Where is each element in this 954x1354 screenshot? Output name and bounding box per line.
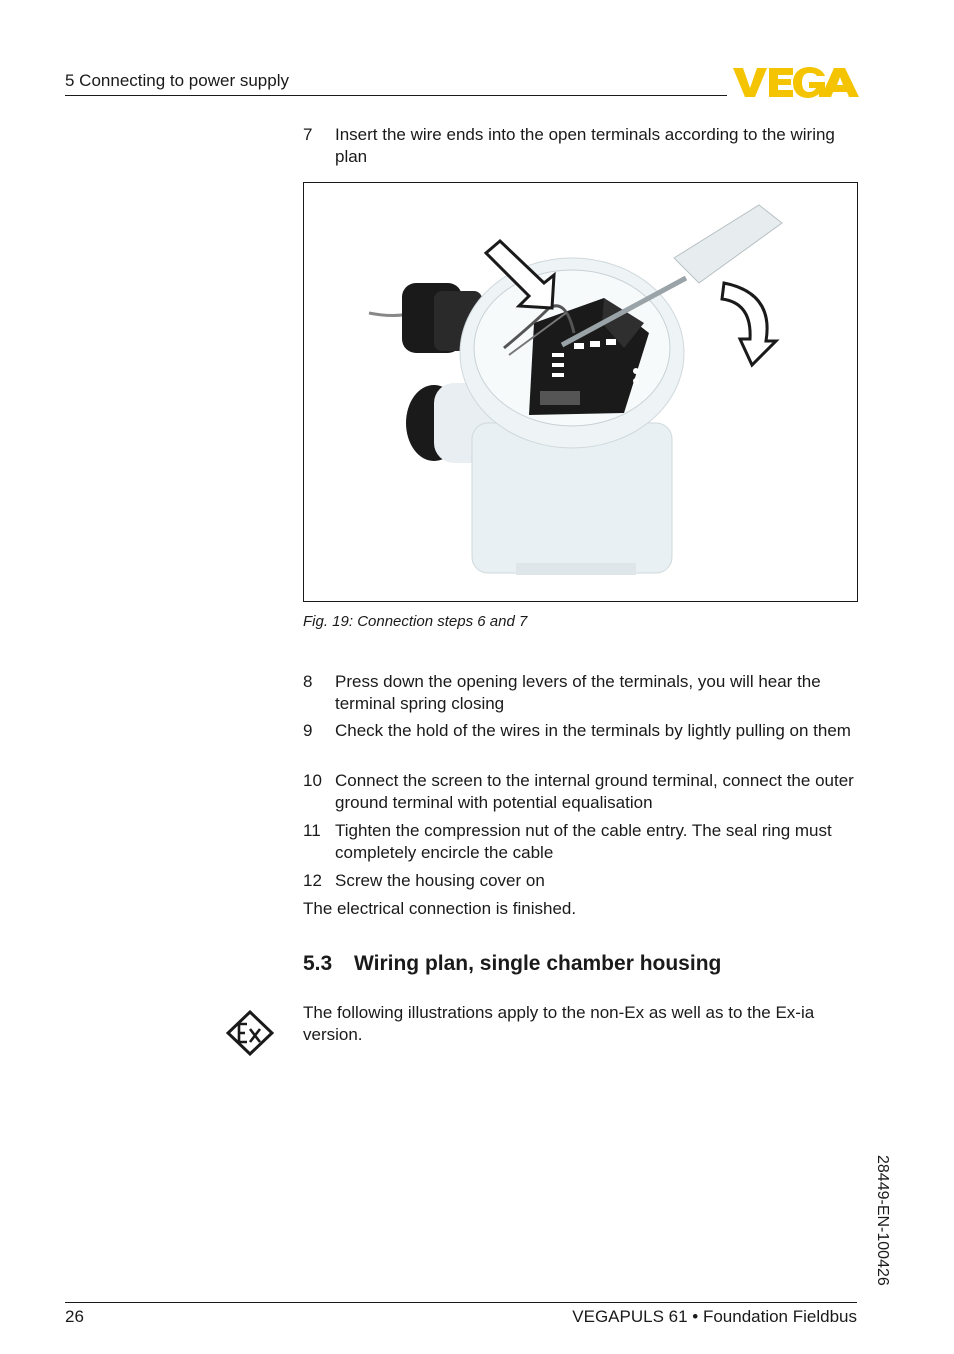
step-text: Tighten the compression nut of the cable entry. The seal ring must completely encircle the cable bbox=[335, 821, 832, 862]
step-item bbox=[303, 720, 859, 764]
step-item bbox=[303, 820, 859, 864]
step-item bbox=[303, 870, 859, 892]
ex-icon bbox=[226, 1010, 274, 1056]
document-code: 28449-EN-100426 bbox=[874, 1155, 891, 1286]
section-number: 5.3 bbox=[303, 952, 333, 975]
housing-icon bbox=[460, 258, 684, 575]
section-note: The following illustrations apply to the non-Ex as well as to the Ex-ia version. bbox=[303, 1003, 815, 1044]
step-number: 7 bbox=[303, 125, 313, 144]
rotate-arrow-icon bbox=[722, 283, 776, 365]
figure-caption: Fig. 19: Connection steps 6 and 7 bbox=[303, 613, 528, 630]
footer-rule bbox=[65, 1302, 857, 1303]
conclusion-text: The electrical connection is finished. bbox=[303, 899, 577, 918]
step-text: Screw the housing cover on bbox=[335, 871, 545, 890]
step-item bbox=[303, 671, 859, 715]
section-heading bbox=[303, 952, 721, 976]
footer-product: VEGAPULS 61 • Foundation Fieldbus bbox=[572, 1307, 857, 1326]
step-number: 12 bbox=[303, 871, 322, 890]
connection-illustration bbox=[304, 183, 857, 601]
step-text: Insert the wire ends into the open terminals according to the wiring plan bbox=[335, 125, 835, 166]
step-number: 10 bbox=[303, 771, 322, 790]
step-item bbox=[303, 770, 859, 814]
step-number: 11 bbox=[303, 821, 321, 840]
step-number: 8 bbox=[303, 672, 313, 691]
section-title: Wiring plan, single chamber housing bbox=[354, 952, 722, 975]
step-text: Check the hold of the wires in the terminals by lightly pulling on them bbox=[335, 721, 851, 740]
running-header: 5 Connecting to power supply bbox=[65, 71, 289, 90]
page-number: 26 bbox=[65, 1307, 84, 1326]
vega-logo bbox=[733, 64, 859, 100]
step-text: Press down the opening levers of the terminals, you will hear the terminal spring closing bbox=[335, 672, 821, 713]
header-rule bbox=[65, 95, 727, 96]
step-number: 9 bbox=[303, 721, 313, 740]
step-text: Connect the screen to the internal ground terminal, connect the outer ground terminal with potential equalisation bbox=[335, 771, 854, 812]
figure-frame bbox=[303, 182, 858, 602]
